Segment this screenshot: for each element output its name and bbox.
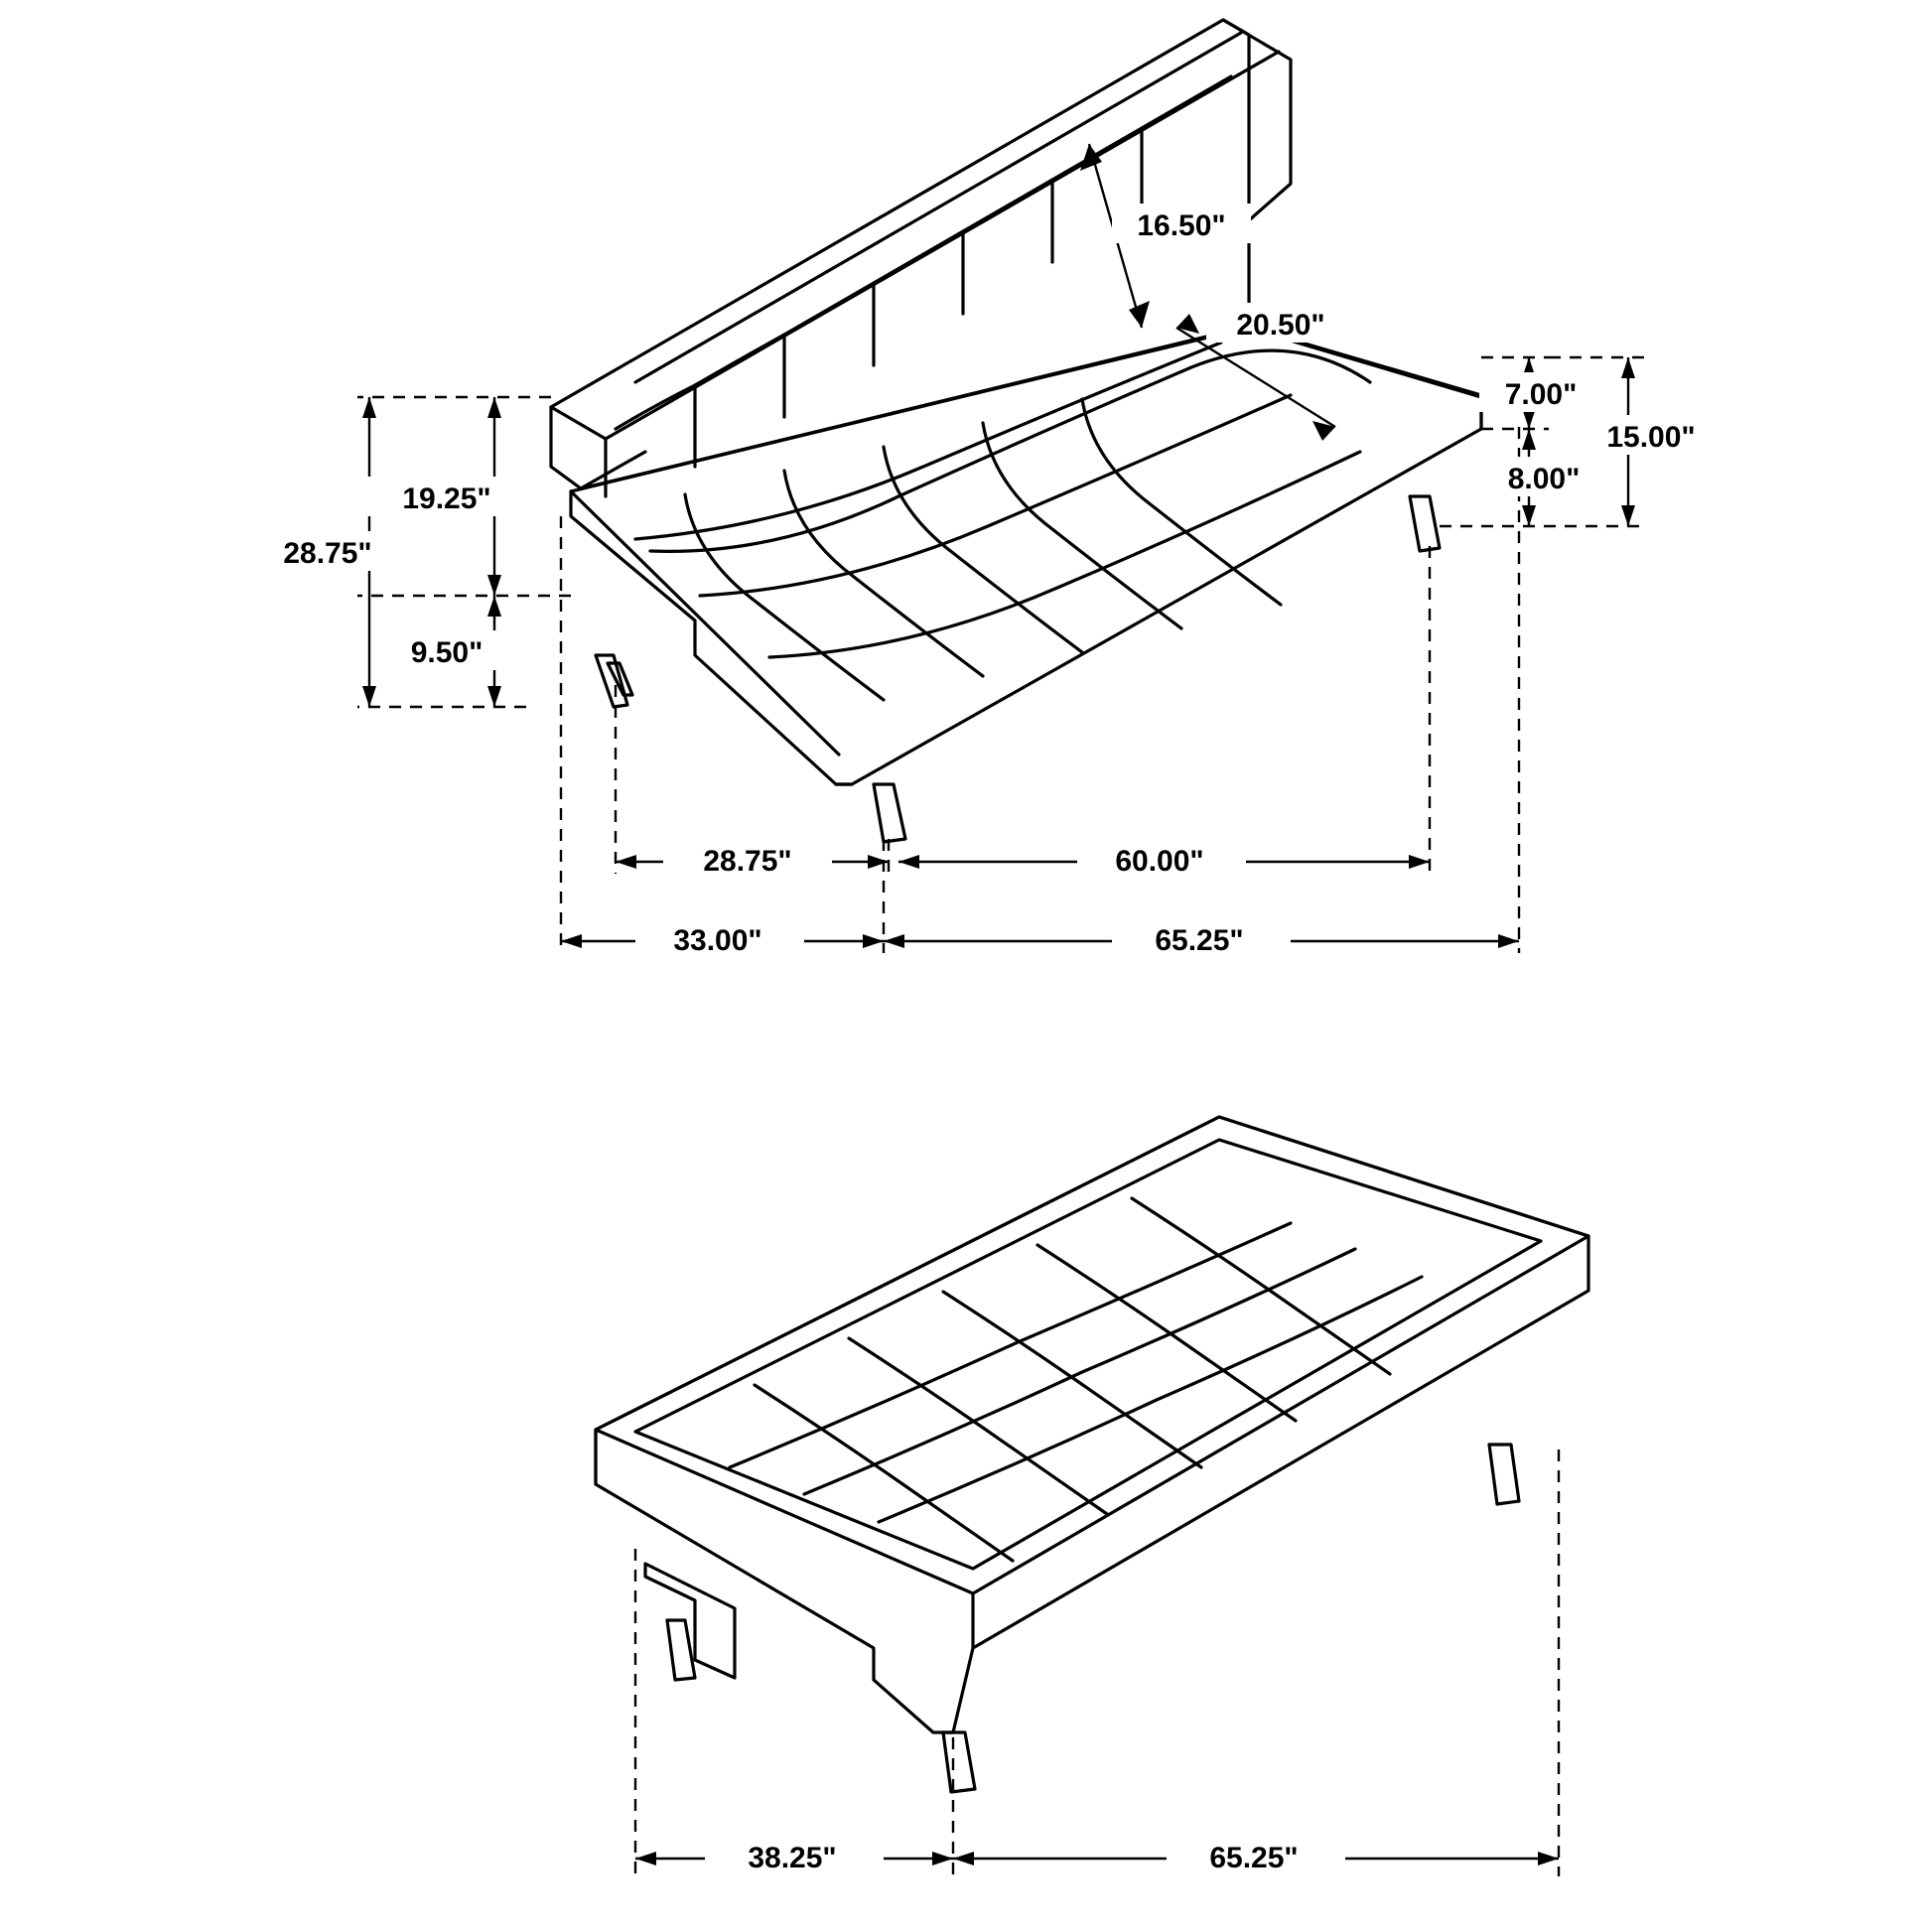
upper-view-dimension-lines: [357, 144, 1648, 953]
sofa-upright-view: [551, 0, 1489, 842]
dim-label-20-50: 20.50": [1236, 309, 1325, 342]
dim-label-15-00: 15.00": [1606, 421, 1696, 454]
dim-label-28-75-height: 28.75": [283, 537, 372, 570]
dim-label-19-25: 19.25": [402, 483, 491, 515]
dim-label-65-25-upper: 65.25": [1155, 924, 1244, 957]
dim-label-8-00: 8.00": [1507, 463, 1581, 495]
dim-label-9-50: 9.50": [410, 636, 483, 669]
dim-label-16-50: 16.50": [1137, 209, 1226, 242]
dim-label-33-00: 33.00": [673, 924, 762, 957]
dim-label-38-25: 38.25": [748, 1842, 837, 1874]
dim-label-28-75-depth: 28.75": [703, 845, 792, 878]
dim-label-7-00: 7.00": [1504, 378, 1578, 411]
sofa-bed-flat-view: [596, 1112, 1588, 1792]
dim-label-65-25-lower: 65.25": [1209, 1842, 1299, 1874]
dim-label-60-00: 60.00": [1115, 845, 1204, 878]
